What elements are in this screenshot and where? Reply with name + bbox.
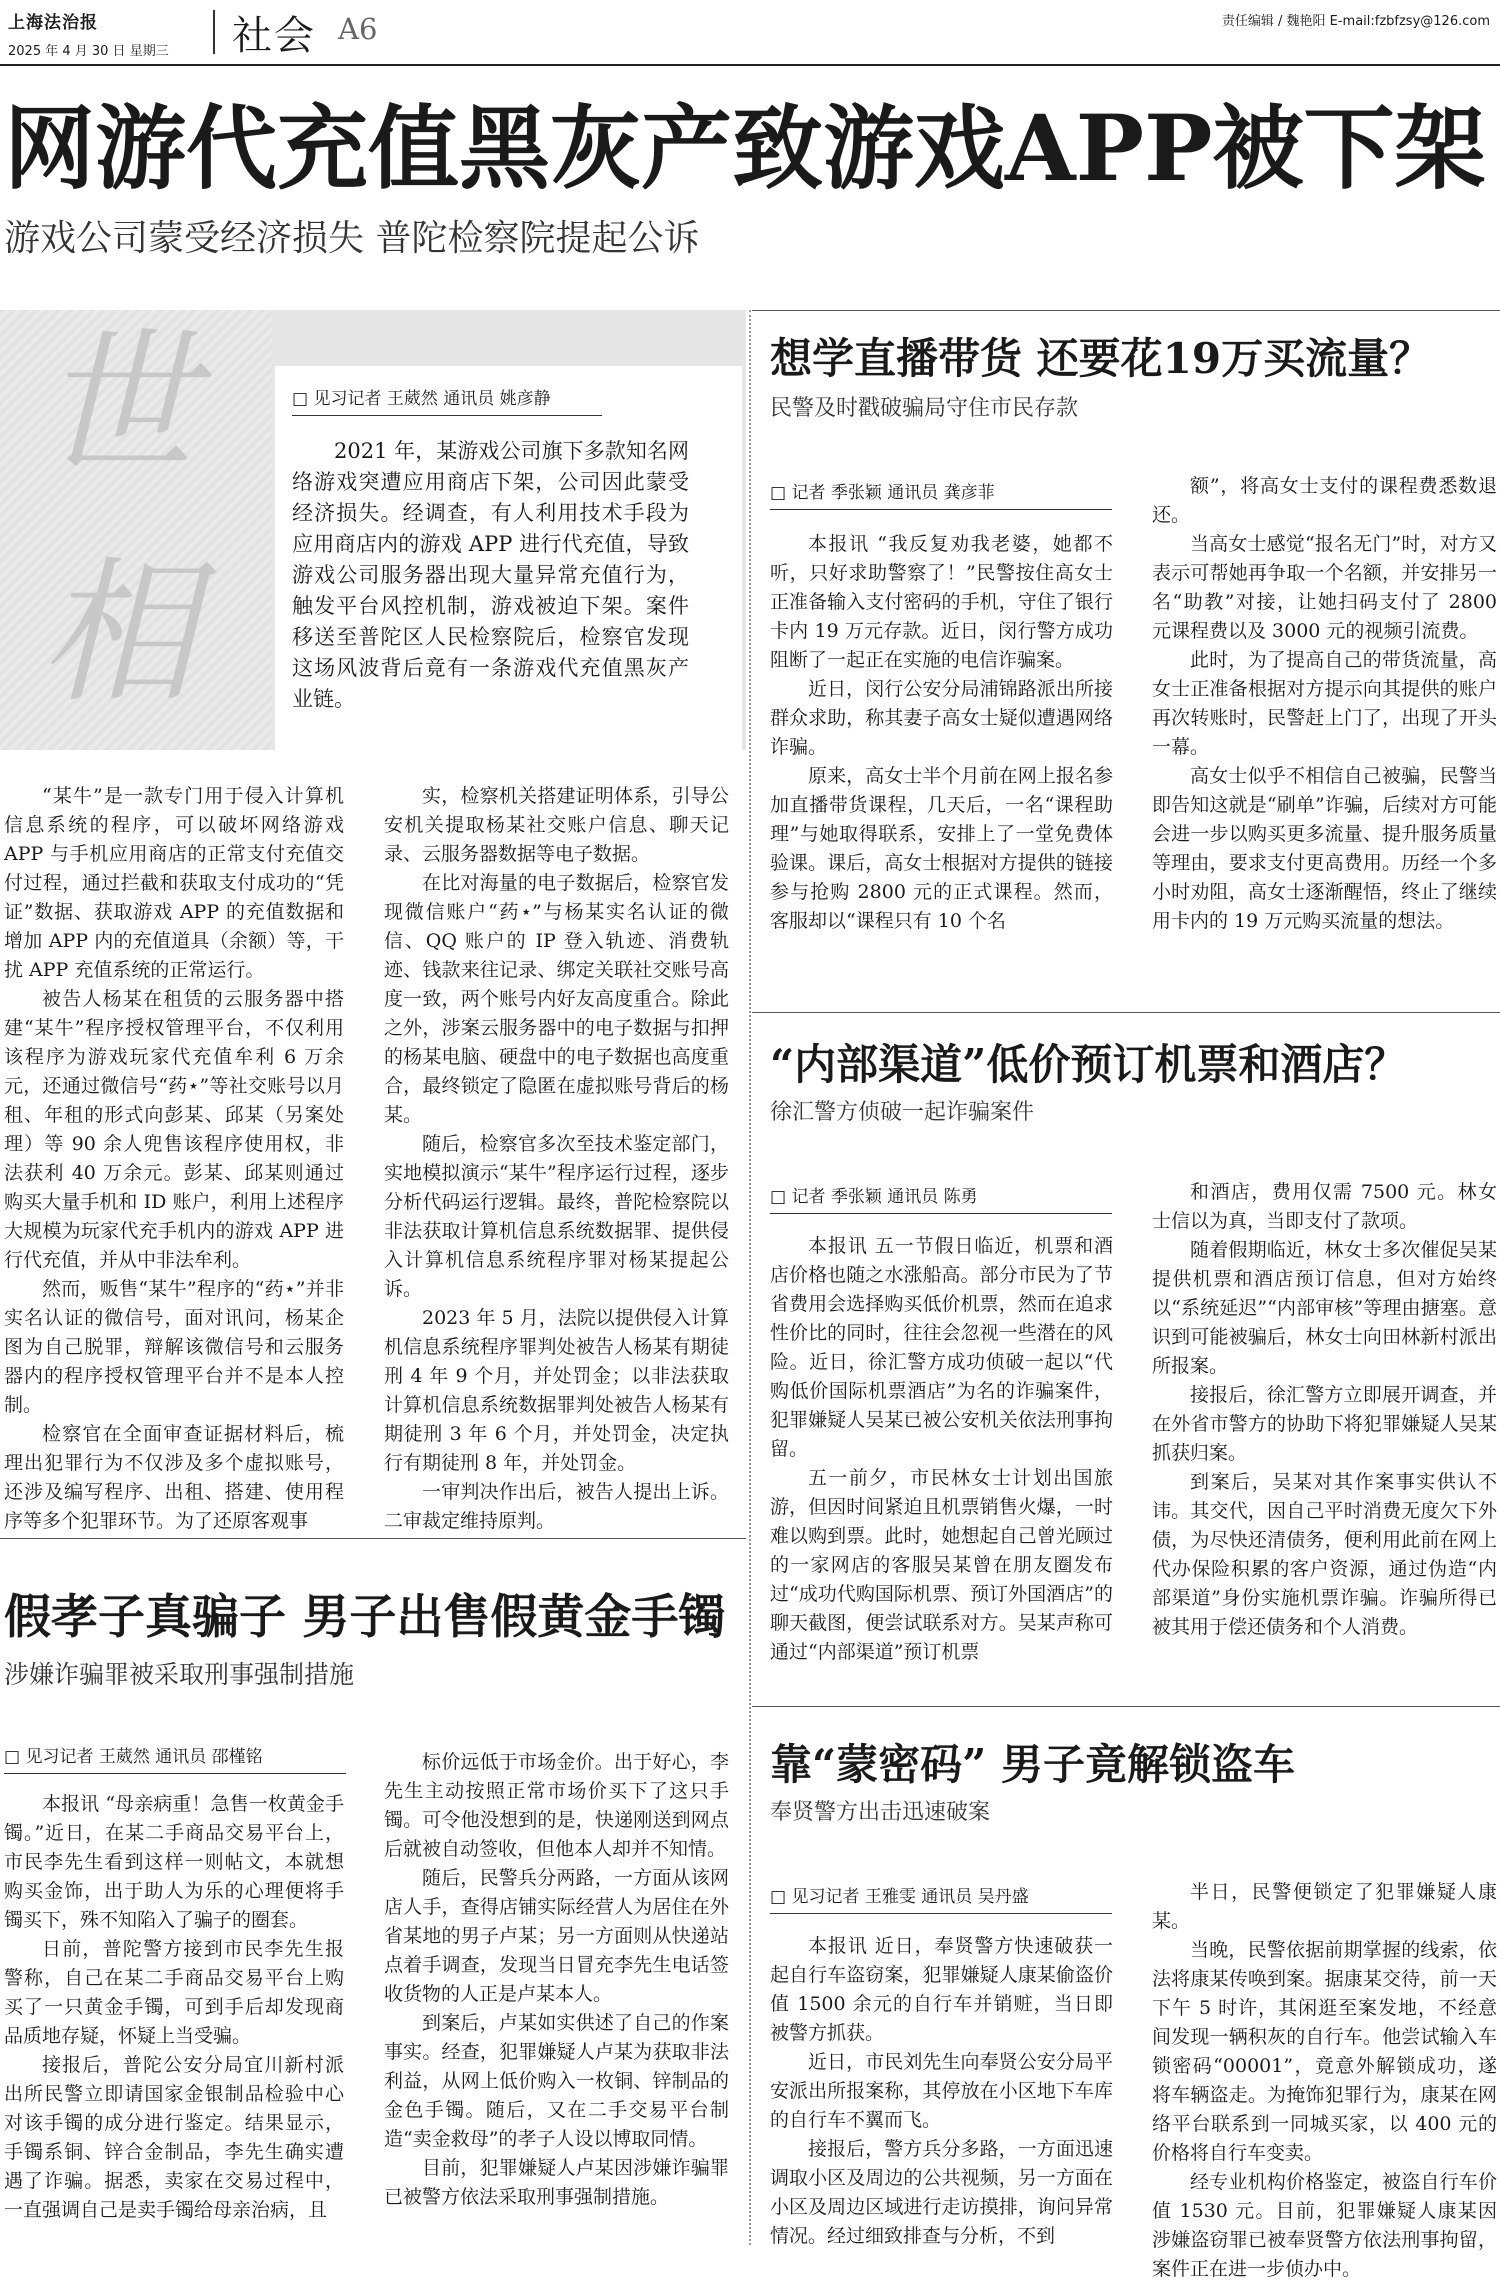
paragraph: 标价远低于市场金价。出于好心，李先生主动按照正常市场价买下了这只手镯。可令他没想到的是，快递刚送到网点后就被自动签收，但他本人却并不知情。 (384, 1751, 729, 1860)
article5-subheadline: 奉贤警方出击迅速破案 (770, 1800, 991, 1825)
article3-byline: □ 记者 季张颖 通讯员 陈勇 (770, 1182, 1112, 1214)
paragraph: 高女士似乎不相信自己被骗，民警当即告知这就是“刷单”诈骗，后续对方可能会进一步以购买更多流量、提升服务质量等理由，要求支付更高费用。历经一个多小时劝阻，高女士逐渐醒悟，终止了继续用卡内的 19 万元购买流量的想法。 (1152, 765, 1497, 932)
masthead-rule (0, 64, 1500, 66)
lead-byline: □ 见习记者 王葳然 通讯员 姚彦静 (292, 384, 602, 416)
article3-column-1 (770, 1232, 1113, 1663)
paragraph: 实，检察机关搭建证明体系，引导公安机关提取杨某社交账户信息、聊天记录、云服务器数据等电子数据。 (384, 785, 729, 865)
article4-byline: □ 见习记者 王葳然 通讯员 邵槿铭 (4, 1742, 346, 1774)
paragraph: 本报讯 五一节假日临近，机票和酒店价格也随之水涨船高。部分市民为了节省费用会选择购买低价机票，然而在追求性价比的同时，往往会忽视一些潜在的风险。近日，徐汇警方成功侦破一起以“代购低价国际机票酒店”为名的诈骗案件，犯罪嫌疑人吴某已被公安机关依法刑事拘留。 (770, 1235, 1113, 1460)
article4-column-2 (384, 1748, 729, 2248)
article3-subheadline: 徐汇警方侦破一起诈骗案件 (770, 1100, 1035, 1125)
paragraph: 接报后，徐汇警方立即展开调查，并在外省市警方的协助下将犯罪嫌疑人吴某抓获归案。 (1152, 1384, 1497, 1464)
article2-column-1 (770, 530, 1113, 954)
lead-column-2 (384, 782, 729, 1532)
paragraph: 本报讯 近日，奉贤警方快速破获一起自行车盗窃案，犯罪嫌疑人康某偷盗价值 1500 余元的自行车并销赃，当日即被警方抓获。 (770, 1935, 1113, 2044)
article2-top-rule (752, 310, 1500, 311)
paragraph: 原来，高女士半个月前在网上报名参加直播带货课程，几天后，一名“课程助理”与她取得联系，安排上了一堂免费体验课。课后，高女士根据对方提供的链接参与抢购 2800 元的正式课程。然而，客服却以“课程只有 10 个名 (770, 765, 1113, 932)
article4-headline: 假孝子真骗子 男子出售假黄金手镯 (4, 1590, 726, 1645)
paragraph: 半日，民警便锁定了犯罪嫌疑人康某。 (1152, 1881, 1497, 1932)
section-name: 社会 (232, 13, 316, 59)
article4-column-1 (4, 1790, 344, 2248)
paragraph: 额”，将高女士支付的课程费悉数退还。 (1152, 475, 1497, 526)
page-number: A6 (338, 12, 378, 46)
column-label-shi: 世 (40, 313, 196, 495)
paragraph: 近日，闵行公安分局浦锦路派出所接群众求助，称其妻子高女士疑似遭遇网络诈骗。 (770, 678, 1113, 758)
lead-subheadline: 游戏公司蒙受经济损失 普陀检察院提起公诉 (4, 218, 700, 259)
paragraph: 随后，民警兵分两路，一方面从该网店人手，查得店铺实际经营人为居住在外省某地的男子卢某；另一方面则从快递站点着手调查，发现当日冒充李先生电话签收货物的人正是卢某本人。 (384, 1867, 729, 2005)
paragraph: 本报讯 “我反复劝我老婆，她都不听，只好求助警察了！”民警按住高女士正准备输入支付密码的手机，守住了银行卡内 19 万元存款。近日，闵行警方成功阻断了一起正在实施的电信诈骗案。 (770, 533, 1113, 671)
masthead-divider (213, 10, 215, 54)
article5-column-2 (1152, 1878, 1497, 2280)
newspaper-logo: 上海法治报 (8, 13, 98, 33)
paragraph: 一审判决作出后，被告人提出上诉。二审裁定维持原判。 (384, 1481, 729, 1532)
lead-headline: 网游代充值黑灰产致游戏APP被下架 (4, 96, 1486, 202)
lead-intro-text: 2021 年，某游戏公司旗下多款知名网络游戏突遭应用商店下架，公司因此蒙受经济损失。经调查，有人利用技术手段为应用商店内的游戏 APP 进行代充值，导致游戏公司服务器出现大量异常充值行为，触发平台风控机制，游戏被迫下架。案件移送至普陀区人民检察院后，检察官发现这场风波背后竟有一条游戏代充值黑灰产业链。 (292, 439, 689, 711)
paragraph: 到案后，卢某如实供述了自己的作案事实。经查，犯罪嫌疑人卢某为获取非法利益，从网上低价购入一枚铜、锌制品的金色手镯。随后，又在二手交易平台制造“卖金救母”的孝子人设以博取同情。 (384, 2012, 729, 2150)
paragraph: 经专业机构价格鉴定，被盗自行车价值 1530 元。目前，犯罪嫌疑人康某因涉嫌盗窃罪已被奉贤警方依法刑事拘留，案件正在进一步侦办中。 (1152, 2171, 1497, 2280)
article3-headline: “内部渠道”低价预订机票和酒店？ (770, 1040, 1407, 1089)
paragraph: 当高女士感觉“报名无门”时，对方又表示可帮她再争取一个名额，并安排另一名“助教”对接，让她扫码支付了 2800 元课程费以及 3000 元的视频引流费。 (1152, 533, 1497, 642)
paragraph: 目前，犯罪嫌疑人卢某因涉嫌诈骗罪已被警方依法采取刑事强制措施。 (384, 2157, 729, 2208)
paragraph: 2023 年 5 月，法院以提供侵入计算机信息系统程序罪判处被告人杨某有期徒刑 4 年 9 个月，并处罚金；以非法获取计算机信息系统数据罪判处被告人杨某有期徒刑 3 年 6 个月，并处罚金，决定执行有期徒刑 8 年，并处罚金。 (384, 1307, 729, 1474)
paragraph: 在比对海量的电子数据后，检察官发现微信账户“药⋆”与杨某实名认证的微信、QQ 账户的 IP 登入轨迹、消费轨迹、钱款来往记录、绑定关联社交账号高度一致，两个账号内好友高度重合。除此之外，涉案云服务器中的电子数据与扣押的杨某电脑、硬盘中的电子数据也高度重合，最终锁定了隐匿在虚拟账号背后的杨某。 (384, 872, 729, 1126)
paragraph: 接报后，普陀公安分局宜川新村派出所民警立即请国家金银制品检验中心对该手镯的成分进行鉴定。结果显示，手镯系铜、锌合金制品，李先生确实遭遇了诈骗。据悉，卖家在交易过程中，一直强调自己是卖手镯给母亲治病，且 (4, 2054, 344, 2221)
paragraph: “某牛”是一款专门用于侵入计算机信息系统的程序，可以破坏网络游戏 APP 与手机应用商店的正常支付充值交付过程，通过拦截和获取支付成功的“凭证”数据、获取游戏 APP 的充值数据和增加 APP 内的充值道具（余额）等，干扰 APP 充值系统的正常运行。 (4, 785, 344, 981)
editor-credit: 责任编辑 / 魏艳阳 E-mail:fzbfzsy@126.com (1221, 14, 1490, 29)
article5-column-1 (770, 1932, 1113, 2248)
paragraph: 被告人杨某在租赁的云服务器中搭建“某牛”程序授权管理平台，不仅利用该程序为游戏玩家代充值牟利 6 万余元，还通过微信号“药⋆”等社交账号以月租、年租的形式向彭某、邱某（另案处理）等 90 余人兜售该程序使用权，非法获利 40 万余元。彭某、邱某则通过购买大量手机和 ID 账户，利用上述程序大规模为玩家代充手机内的游戏 APP 进行代充值，并从中非法牟利。 (4, 988, 344, 1271)
paragraph: 到案后，吴某对其作案事实供认不讳。其交代，因自己平时消费无度欠下外债，为尽快还清债务，便利用此前在网上代办保险积累的客户资源，通过伪造“内部渠道”身份实施机票诈骗。诈骗所得已被其用于偿还债务和个人消费。 (1152, 1471, 1497, 1638)
paragraph: 和酒店，费用仅需 7500 元。林女士信以为真，当即支付了款项。 (1152, 1181, 1497, 1232)
article2-byline: □ 记者 季张颖 通讯员 龚彦菲 (770, 478, 1112, 510)
article5-top-rule (752, 1706, 1500, 1707)
paragraph: 随着假期临近，林女士多次催促吴某提供机票和酒店预订信息，但对方始终以“系统延迟”“内部审核”等理由搪塞。意识到可能被骗后，林女士向田林新村派出所报案。 (1152, 1239, 1497, 1377)
paragraph: 日前，普陀警方接到市民李先生报警称，自己在某二手商品交易平台上购买了一只黄金手镯，可到手后却发现商品质地存疑，怀疑上当受骗。 (4, 1938, 344, 2047)
column-label-xiang: 相 (40, 542, 196, 724)
paragraph: 随后，检察官多次至技术鉴定部门，实地模拟演示“某牛”程序运行过程，逐步分析代码运行逻辑。最终，普陀检察院以非法获取计算机信息系统数据罪、提供侵入计算机信息系统程序罪对杨某提起公诉。 (384, 1133, 729, 1300)
article4-top-rule (0, 1538, 746, 1539)
article2-headline: 想学直播带货 还要花19万买流量？ (770, 334, 1432, 383)
article5-byline: □ 见习记者 王雅雯 通讯员 吴丹盛 (770, 1882, 1112, 1914)
paragraph: 检察官在全面审查证据材料后，梳理出犯罪行为不仅涉及多个虚拟账号，还涉及编写程序、出租、搭建、使用程序等多个犯罪环节。为了还原客观事 (4, 1423, 344, 1532)
issue-date: 2025 年 4 月 30 日 星期三 (8, 44, 169, 59)
paragraph: 此时，为了提高自己的带货流量，高女士正准备根据对方提示向其提供的账户再次转账时，民警赶上门了，出现了开头一幕。 (1152, 649, 1497, 758)
column-divider (749, 310, 751, 2245)
article3-top-rule (752, 1012, 1500, 1013)
article4-subheadline: 涉嫌诈骗罪被采取刑事强制措施 (4, 1660, 355, 1689)
paragraph: 本报讯 “母亲病重！急售一枚黄金手镯。”近日，在某二手商品交易平台上，市民李先生看到这样一则帖文，本就想购买金饰，出于助人为乐的心理便将手镯买下，殊不知陷入了骗子的圈套。 (4, 1793, 344, 1931)
article2-column-2 (1152, 472, 1497, 954)
lead-intro (292, 436, 689, 736)
article2-subheadline: 民警及时戳破骗局守住市民存款 (770, 396, 1079, 421)
paragraph: 近日，市民刘先生向奉贤公安分局平安派出所报案称，其停放在小区地下车库的自行车不翼而飞。 (770, 2051, 1113, 2131)
paragraph: 然而，贩售“某牛”程序的“药⋆”并非实名认证的微信号，面对讯问，杨某企图为自己脱罪，辩解该微信号和云服务器内的程序授权管理平台并不是本人控制。 (4, 1278, 344, 1416)
paragraph: 接报后，警方兵分多路，一方面迅速调取小区及周边的公共视频，另一方面在小区及周边区域进行走访摸排，询问异常情况。经过细致排查与分析，不到 (770, 2138, 1113, 2247)
paragraph: 当晚，民警依据前期掌握的线索，依法将康某传唤到案。据康某交待，前一天下午 5 时许，其闲逛至案发地，不经意间发现一辆积灰的自行车。他尝试输入车锁密码“00001”，竟意外解锁成功，遂将车辆盗走。为掩饰犯罪行为，康某在网络平台联系到一同城买家，以 400 元的价格将自行车变卖。 (1152, 1939, 1497, 2164)
article3-column-2 (1152, 1178, 1497, 1660)
paragraph: 五一前夕，市民林女士计划出国旅游，但因时间紧迫且机票销售火爆，一时难以购到票。此时，她想起自己曾光顾过的一家网店的客服吴某曾在朋友圈发布过“成功代购国际机票、预订外国酒店”的聊天截图，便尝试联系对方。吴某声称可通过“内部渠道”预订机票 (770, 1467, 1113, 1663)
article5-headline: 靠“蒙密码” 男子竟解锁盗车 (770, 1740, 1295, 1789)
lead-column-1 (4, 782, 344, 1532)
